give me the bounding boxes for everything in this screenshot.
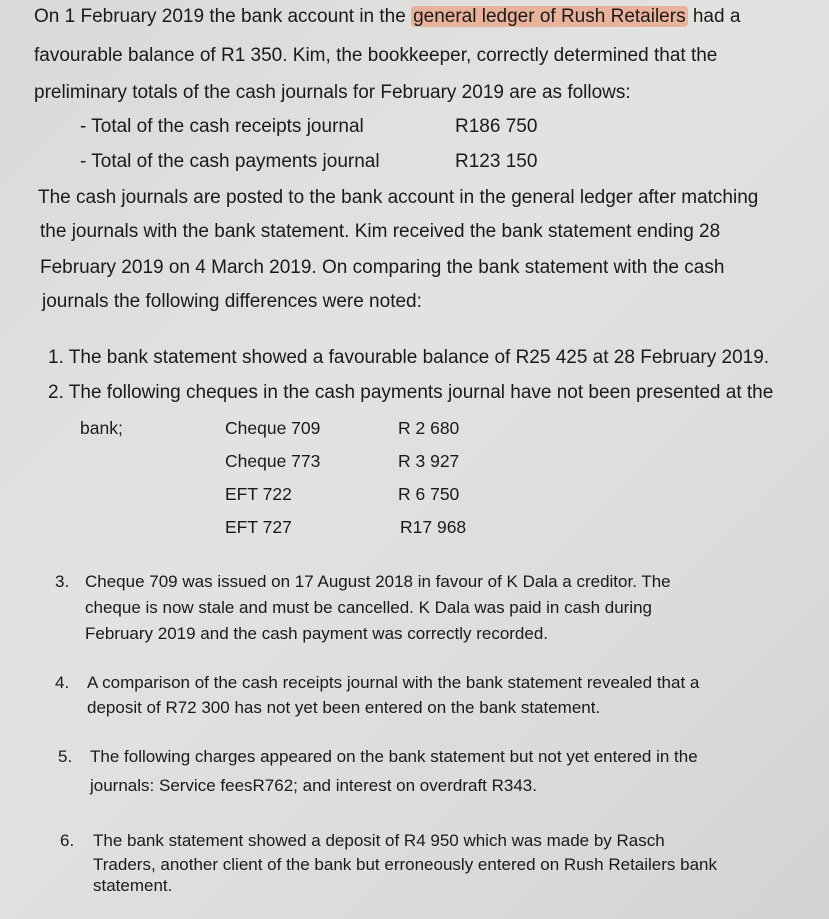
highlighted-text: general ledger of Rush Retailers (413, 6, 686, 27)
intro-line-3: preliminary totals of the cash journals for February 2019 are as follows: (34, 82, 631, 103)
total-amount: R186 750 (455, 116, 538, 137)
para2-line-2: the journals with the bank statement. Kim received the bank statement ending 28 (40, 221, 721, 242)
intro-line-1: On 1 February 2019 the bank account in the general ledger of Rush Retailers had a (34, 6, 741, 27)
cheque-ref: Cheque 773 (225, 451, 321, 471)
para2-line-4: journals the following differences were noted: (42, 291, 422, 312)
cheque-amount: R 2 680 (398, 418, 460, 438)
item-2: 2. The following cheques in the cash payments journal have not been presented at the (48, 382, 774, 403)
item-2-bank: bank; (80, 418, 123, 438)
cheque-ref: EFT 727 (225, 517, 292, 537)
total-label: - Total of the cash receipts journal (80, 116, 364, 137)
para2-line-1: The cash journals are posted to the bank account in the general ledger after matching (38, 187, 759, 208)
cheque-amount: R 3 927 (398, 451, 460, 471)
cheque-ref: Cheque 709 (225, 418, 321, 438)
total-amount: R123 150 (455, 151, 538, 172)
para2-line-3: February 2019 on 4 March 2019. On comparing the bank statement with the cash (40, 257, 725, 278)
item-1: 1. The bank statement showed a favourable balance of R25 425 at 28 February 2019. (48, 347, 770, 368)
cheque-amount: R 6 750 (398, 484, 460, 504)
cheque-ref: EFT 722 (225, 484, 292, 504)
cheque-amount: R17 968 (400, 517, 467, 537)
total-label: - Total of the cash payments journal (80, 151, 380, 172)
intro-line-2: favourable balance of R1 350. Kim, the bookkeeper, correctly determined that the (34, 45, 718, 66)
